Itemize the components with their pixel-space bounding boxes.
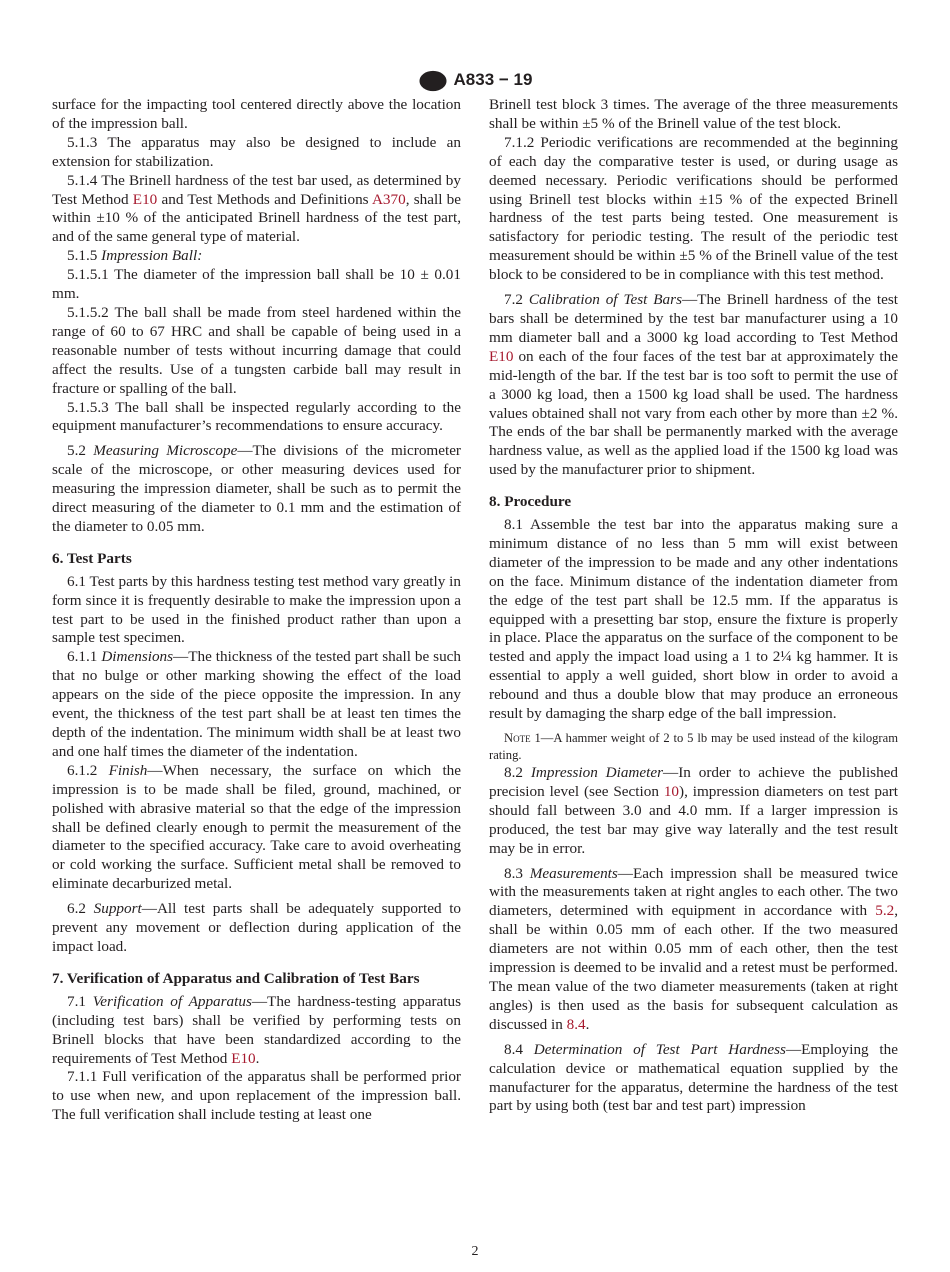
- text-run: 5.1.5: [67, 247, 102, 265]
- text-run: 7.1: [67, 992, 93, 1010]
- italic-caption: Impression Ball:: [101, 247, 203, 265]
- section-heading: [52, 970, 461, 989]
- text-run: —All test parts shall be adequately supported to prevent any movement or deflection during application of the impact load.: [52, 900, 462, 955]
- text-run: —Employing the calculation device or mathematical equation supplied by the manufacturer for the apparatus, determine the hardness of the test part by using both (test bar and test part) impression: [489, 1040, 898, 1115]
- italic-caption: Support: [93, 900, 142, 918]
- text-run: 6.1 Test parts by this hardness testing test method vary greatly in form since it is frequently desirable to make the impression upon a test part to be used in the finished product rather than upon a sample test specimen.: [52, 572, 461, 647]
- paragraph: [52, 648, 461, 761]
- text-run: —In order to achieve the published precision level (see Section: [489, 764, 899, 800]
- text-run: 5.1.5.3 The ball shall be inspected regularly according to the equipment manufacturer’s recommendations to ensure accuracy.: [52, 398, 461, 435]
- text-run: —Each impression shall be measured twice with the measurements taken at right angles to each other. The two diameters, determined with equipment in accordance with: [489, 864, 899, 920]
- text-run: 8.4: [504, 1040, 534, 1058]
- italic-caption: Finish: [108, 761, 148, 779]
- paragraph: [489, 865, 898, 1035]
- text-run: surface for the impacting tool centered directly above the location of the impression ball.: [52, 96, 461, 132]
- text-run: , shall be within ±10 % of the anticipated Brinell hardness of the test part, and of the same general type of material.: [52, 190, 461, 246]
- text-run: 6.1.2: [67, 761, 109, 779]
- text-run: —The hardness-testing apparatus (including test bars) shall be verified by performing tests on Brinell blocks that have been standardized according to the requirements of Test Method: [52, 992, 461, 1067]
- paragraph: [52, 399, 461, 437]
- cross-reference-link[interactable]: E10: [132, 190, 158, 208]
- cross-reference-link[interactable]: A370: [371, 190, 406, 208]
- text-run: —The thickness of the tested part shall be such that no bulge or other marking showing the effect of the load appears on the side of the piece opposite the impression. In any event, the thickness of the test part shall be at least ten times the depth of the indentation. The minimum width shall be at least two and one half times the diameter of the indentation.: [52, 648, 461, 760]
- text-run: 1—A hammer weight of 2 to 5 lb may be used instead of the kilogram rating.: [489, 731, 898, 762]
- cross-reference-link[interactable]: 5.2: [875, 902, 895, 920]
- paragraph: [489, 764, 898, 859]
- cross-reference-link[interactable]: 10: [663, 782, 680, 800]
- text-run: 5.1.3 The apparatus may also be designed to include an extension for stabilization.: [52, 133, 461, 170]
- paragraph: [52, 96, 461, 134]
- page-number: 2: [471, 1244, 479, 1259]
- paragraph: [489, 516, 898, 724]
- text-run: —The divisions of the micrometer scale of the microscope, or other measuring devices used for measuring the impression diameter, shall be such as to permit the direct measuring of the diameter to 0.1 mm and the estimation of the diameter to 0.05 mm.: [52, 442, 461, 535]
- note-label: Note: [504, 731, 531, 745]
- italic-caption: Dimensions: [101, 648, 174, 666]
- cross-reference-link[interactable]: E10: [231, 1049, 256, 1067]
- paragraph: [52, 304, 461, 399]
- text-run: 7. Verification of Apparatus and Calibration of Test Bars: [52, 969, 420, 987]
- text-run: 6.1.1: [67, 648, 102, 666]
- text-run: , shall be within 0.05 mm of each other. If the two measured diameters are not within 0.05 mm of each other, then the test impression is deemed to be invalid and a retest must be performed. The mean value of the two diameter measurements (taken at right angles) is then used as the basis for subsequent calculation as discussed in: [489, 902, 898, 1033]
- text-run: 5.1.5.1 The diameter of the impression ball shall be 10 ± 0.01 mm.: [52, 266, 461, 303]
- text-run: 8.1 Assemble the test bar into the apparatus making sure a minimum distance of no less than 5 mm will exist between diameter of the impression to be made and any other indentations on the face. Minimum distance of the indentation diameter from the edge of the test part shall be 12.5 mm. If the apparatus is equipped with a presetting bar stop, ensure the fixture is properly in place. Place the apparatus on the surface of the component to be tested and apply the impact load using a 1 to 2¼ kg hammer. It is essential to apply a well guided, short blow in order to avoid a rebound and thus a double blow that may produce an erroneous result by damaging the sharp edge of the ball impression.: [489, 516, 898, 723]
- paragraph: [52, 134, 461, 172]
- paragraph: [489, 291, 898, 480]
- cross-reference-link[interactable]: E10: [489, 347, 514, 365]
- italic-caption: Verification of Apparatus: [92, 992, 252, 1010]
- italic-caption: Determination of Test Part Hardness: [533, 1040, 786, 1058]
- italic-caption: Impression Diameter: [530, 764, 664, 781]
- paragraph: [52, 900, 461, 957]
- text-run: 5.2: [67, 442, 94, 460]
- page-header: [0, 68, 950, 92]
- text-run: ), impression diameters on test part should fall between 3.0 and 4.0 mm. If a larger impression is produced, the test bar may give way laterally and the test result may be in error.: [489, 782, 898, 857]
- text-run: —When necessary, the surface on which the impression is to be made shall be filed, ground, machined, or polished with abrasive material so that the edge of the impression shall be defined clearly enough to permit the measurement of the diameter to the specified accuracy. Take care to avoid overheating or cold working the surface. Sufficient metal shall be removed to eliminate decarburized metal.: [52, 761, 462, 893]
- paragraph: [52, 247, 461, 266]
- italic-caption: Measuring Microscope: [93, 442, 238, 460]
- document-designation: A833 − 19: [453, 70, 533, 89]
- paragraph: [52, 993, 461, 1069]
- cross-reference-link[interactable]: 8.4: [566, 1015, 586, 1033]
- text-run: 8.2: [504, 764, 531, 781]
- text-run: 6. Test Parts: [52, 549, 132, 567]
- text-run: .: [255, 1049, 260, 1067]
- paragraph: [52, 172, 461, 248]
- text-run: 7.1.2 Periodic verifications are recommended at the beginning of each day the comparative tester is used, or during usage as deemed necessary. Periodic verifications should be performed using Brinell test blocks within ±15 % of the expected Brinell hardness of the test parts being tested. One measurement is satisfactory for periodic testing. The result of the periodic test measurement should be within ±5 % of the Brinell value of the test block to be considered to be in compliance with this test method.: [489, 133, 898, 284]
- section-heading: [489, 493, 898, 512]
- text-run: 8.3: [504, 864, 530, 882]
- text-run: 5.1.4 The Brinell hardness of the test bar used, as determined by Test Method: [52, 171, 461, 208]
- text-run: .: [585, 1015, 590, 1033]
- paragraph: [52, 573, 461, 649]
- text-run: 5.1.5.2 The ball shall be made from steel hardened within the range of 60 to 67 HRC and shall be capable of being used in a reasonable number of tests without incurring damage that could affect the results. Use of a tungsten carbide ball may result in fracture or spalling of the ball.: [52, 303, 461, 397]
- text-run: 7.1.1 Full verification of the apparatus shall be performed prior to use when new, and upon replacement of the impression ball. The full verification shall include testing at least one: [52, 1068, 461, 1124]
- note-paragraph: [489, 730, 898, 764]
- paragraph: [489, 96, 898, 134]
- paragraph: [52, 266, 461, 304]
- paragraph: [52, 762, 461, 894]
- paragraph: [52, 442, 461, 537]
- left-column: [52, 96, 461, 1125]
- text-run: 7.2: [504, 291, 529, 309]
- paragraph: [489, 134, 898, 285]
- italic-caption: Calibration of Test Bars: [528, 291, 682, 309]
- italic-caption: Measurements: [529, 864, 618, 882]
- text-run: Brinell test block 3 times. The average of the three measurements shall be within ±5 % of the Brinell value of the test block.: [489, 96, 898, 132]
- section-heading: [52, 550, 461, 569]
- right-column: [489, 96, 898, 1116]
- paragraph: [52, 1068, 461, 1125]
- text-run: —The Brinell hardness of the test bars shall be determined by the test bar manufacturer using a 10 mm diameter ball and a 3000 kg load according to Test Method: [489, 291, 898, 346]
- text-run: 6.2: [67, 900, 94, 918]
- text-run: 8. Procedure: [489, 493, 572, 511]
- paragraph: [489, 1041, 898, 1117]
- astm-logo-icon: [418, 70, 448, 92]
- text-run: on each of the four faces of the test bar at approximately the mid-length of the bar. If the test bar is too soft to permit the use of a 3000 kg load, then a 1500 kg load shall be used. The hardness values obtained shall not vary from each other by more than ±2 %. The ends of the bar shall be permanently marked with the average hardness value, as well as the applied load if the 1500 kg load was used by the manufacturer prior to shipment.: [489, 347, 898, 479]
- text-run: and Test Methods and Definitions: [157, 190, 372, 208]
